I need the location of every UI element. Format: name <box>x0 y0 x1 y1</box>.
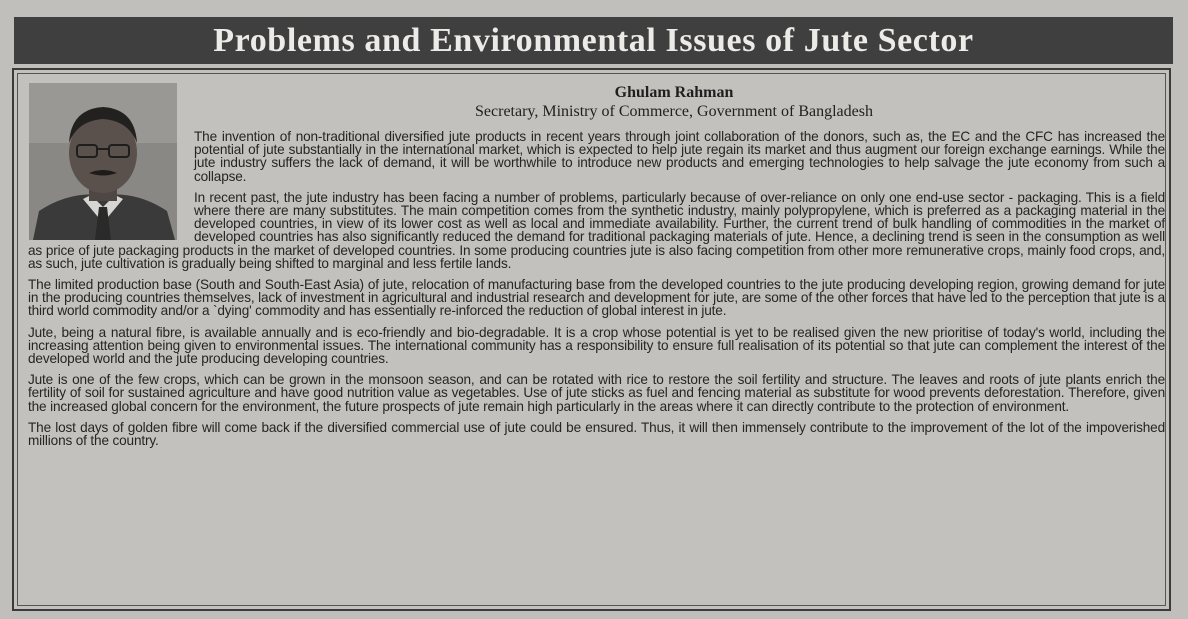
page-title: Problems and Environmental Issues of Jute Sector <box>14 17 1173 64</box>
article-paragraph: In recent past, the jute industry has been facing a number of problems, particularly because of over-reliance on only one end-use sector - packaging. This is a field where there are many substitutes. The main competition comes from the synthetic industry, mainly polypropylene, which is preferred as a packaging material in the developed countries, in view of its lower cost as well as local and immediate availability. Further, the current trend of bulk handling of commodities in the market of developed countries has also significantly reduced the demand for traditional packaging materials of jute. Hence, a declining trend is seen in the consumption as well as price of jute packaging products in the market of developed countries. In some producing countries jute is also facing competition from other more remunerative crops, mainly food crops, and, as such, jute cultivation is gradually being shifted to marginal and less fertile lands. <box>28 189 1165 271</box>
article-paragraph: The invention of non-traditional diversified jute products in recent years through joint collaboration of the donors, such as, the EC and the CFC has increased the potential of jute substantially in the international market, which is expected to help jute regain its market and thus augment our foreign exchange earnings. While the jute industry suffers the lack of demand, it will be worthwhile to introduce new products and emerging technologies to help salvage the jute economy from such a collapse. <box>194 129 1165 184</box>
article-paragraph: The limited production base (South and South-East Asia) of jute, relocation of manufacturing base from the developed countries to the jute producing developing region, growing demand for jute in the producing countries themselves, lack of investment in agricultural and industrial research and development for jute, are some of the other forces that have led to the perception that jute is a third world commodity and/or a `dying' commodity and has essentially re-inforced the reduction of global interest in jute. <box>28 277 1165 319</box>
byline <box>194 83 1154 122</box>
article-paragraph: Jute is one of the few crops, which can be grown in the monsoon season, and can be rotated with rice to restore the soil fertility and structure. The leaves and roots of jute plants enrich the fertility of soil for sustained agriculture and have good nutrition value as vegetables. Use of jute sticks as fuel and fencing material as substitute for wood prevents deforestation. Therefore, given the increased global concern for the environment, the future prospects of jute remain high particularly in the areas where it can directly contribute to the protection of environment. <box>28 372 1165 414</box>
author-name: Ghulam Rahman <box>614 84 734 101</box>
article-frame <box>12 68 1171 611</box>
article-paragraph: The lost days of golden fibre will come back if the diversified commercial use of jute could be ensured. Thus, it will then immensely contribute to the improvement of the lot of the impoverished millions of the country. <box>28 419 1165 449</box>
article-paragraph: Jute, being a natural fibre, is available annually and is eco-friendly and bio-degradable. It is a crop whose potential is yet to be realised given the new prioritise of today's world, including the increasing attention being given to environmental issues. The international community has a responsibility to ensure full realisation of its potential so that jute can complement the interest of the developed world and the jute producing developing countries. <box>28 324 1165 367</box>
photo-float-spacer <box>28 130 194 240</box>
article-body <box>28 130 1165 455</box>
author-title: Secretary, Ministry of Commerce, Government of Bangladesh <box>475 103 873 120</box>
